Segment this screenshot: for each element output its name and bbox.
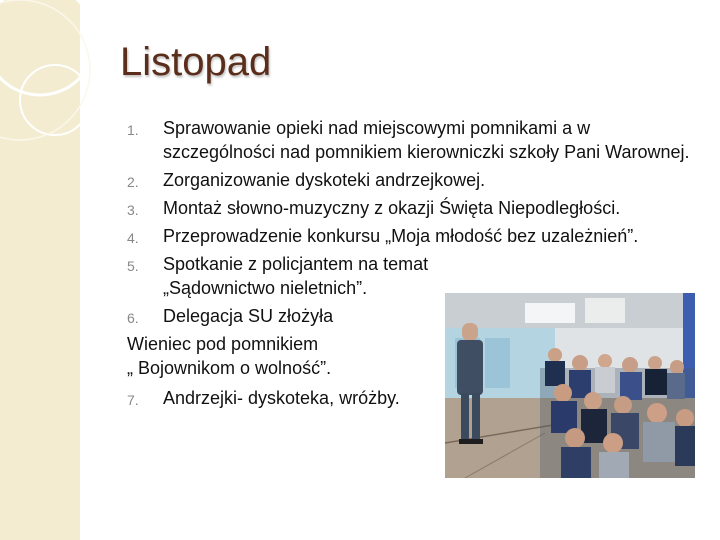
list-item: [127, 168, 707, 192]
photo-meeting-with-policeman: [445, 293, 695, 478]
list-number: 4.: [127, 230, 139, 246]
list-item: [127, 252, 443, 300]
list-number: 5.: [127, 258, 139, 274]
list-item: [127, 224, 707, 248]
list-text: Przeprowadzenie konkursu „Moja młodość bez uzależnień”.: [163, 226, 639, 246]
list-number: 3.: [127, 202, 139, 218]
list-item: [127, 196, 707, 220]
list-text: Delegacja SU złożyła: [163, 306, 334, 326]
list-text: Andrzejki- dyskoteka, wróżby.: [163, 388, 400, 408]
list-item: [127, 116, 707, 164]
list-text: Spotkanie z policjantem na temat „Sądownictwo nieletnich”.: [163, 254, 429, 298]
list-number: 6.: [127, 310, 139, 326]
list-text: Zorganizowanie dyskoteki andrzejkowej.: [163, 170, 486, 190]
continuation-line: Wieniec pod pomnikiem: [127, 334, 319, 354]
list-text: Montaż słowno-muzyczny z okazji Święta Niepodległości.: [163, 198, 621, 218]
list-number: 2.: [127, 174, 139, 190]
list-text: Sprawowanie opieki nad miejscowymi pomnikami a w szczególności nad pomnikiem kierowniczki szkoły Pani Warownej.: [163, 118, 690, 162]
list-number: 7.: [127, 392, 139, 408]
slide-title: Listopad: [120, 40, 272, 84]
list-number: 1.: [127, 122, 139, 138]
continuation-line: „ Bojownikom o wolność”.: [127, 358, 332, 378]
